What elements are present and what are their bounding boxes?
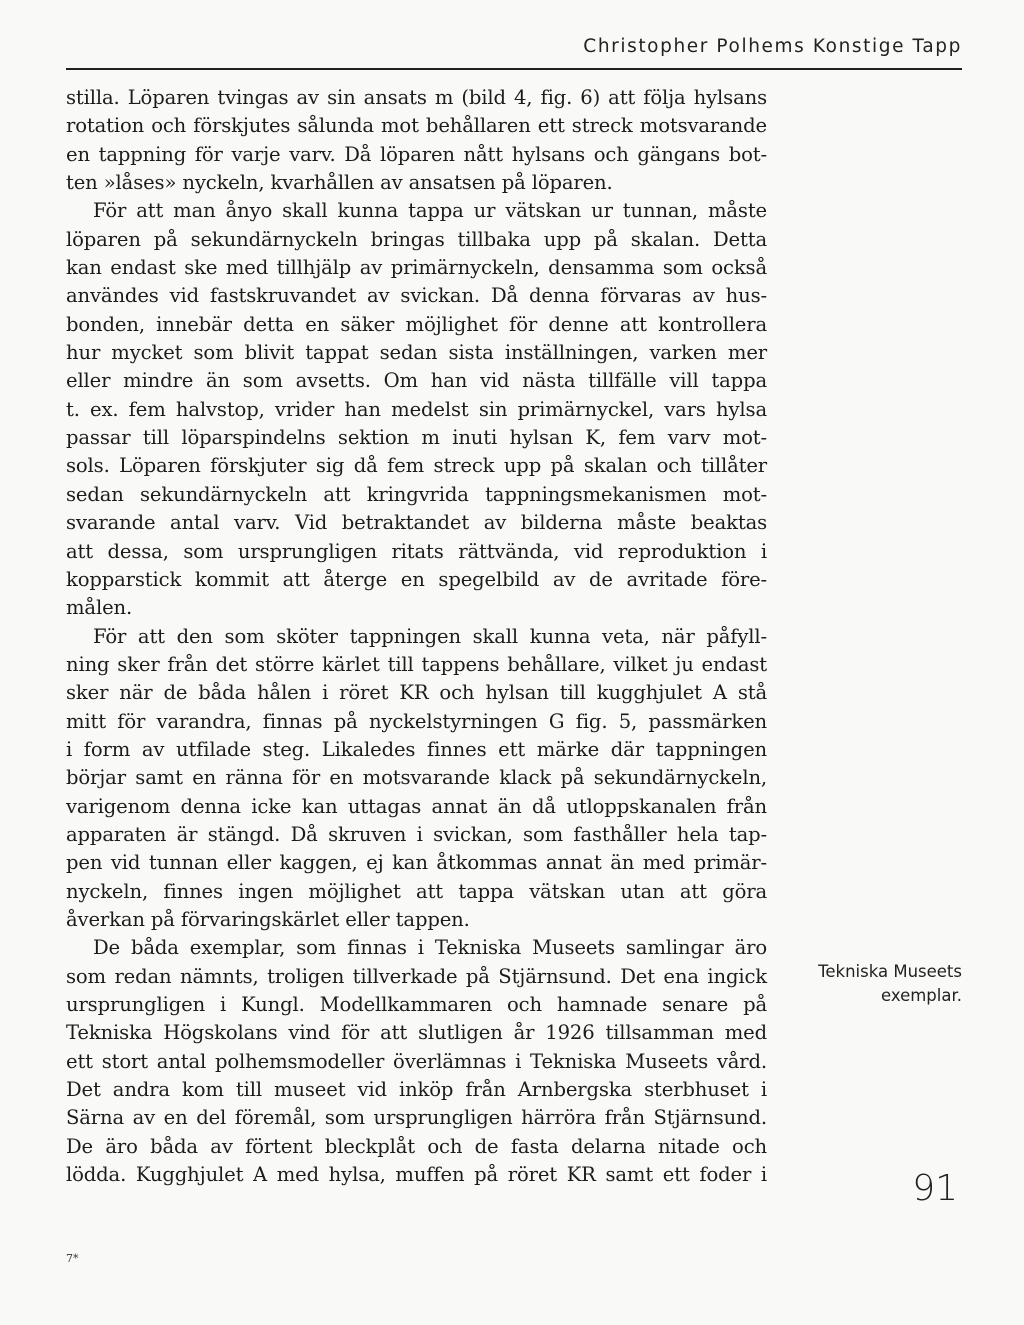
text-line: svarande antal varv. Vid betraktandet av bilderna måste beaktas (66, 511, 767, 535)
text-line: målen. (66, 596, 133, 620)
margin-note-line-2: exemplar. (880, 986, 962, 1005)
text-line: ning sker från det större kärlet till tappens behållare, vilket ju endast (66, 652, 767, 676)
text-line: De båda exemplar, som finnas i Tekniska Museets samlingar äro (93, 936, 767, 960)
text-line: eller mindre än som avsetts. Om han vid nästa tillfälle vill tappa (66, 369, 767, 393)
text-line: kan endast ske med tillhjälp av primärnyckeln, densamma som också (66, 256, 767, 280)
paragraph (66, 197, 767, 622)
paragraph (66, 934, 767, 1189)
text-line: stilla. Löparen tvingas av sin ansats m (bild 4, fig. 6) att följa hylsans (66, 86, 767, 109)
text-line: ursprungligen i Kungl. Modellkammaren och hamnade senare på (66, 993, 767, 1016)
text-line: kopparstick kommit att återge en spegelbild av de avritade före- (66, 567, 767, 591)
margin-note (762, 960, 962, 1008)
signature-mark: 7* (66, 1252, 79, 1265)
text-line: De äro båda av förtent bleckplåt och de fasta delarna nitade och (66, 1134, 767, 1158)
text-line: bonden, innebär detta en säker möjlighet för denne att kontrollera (66, 312, 767, 336)
text-line: mitt för varandra, finnas på nyckelstyrningen G fig. 5, passmärken (66, 709, 767, 733)
page-number: 91 (912, 1168, 958, 1209)
text-line: t. ex. fem halvstop, vrider han medelst sin primärnyckel, vars hylsa (66, 397, 767, 421)
text-line: hur mycket som blivit tappat sedan sista inställningen, varken mer (66, 341, 767, 365)
text-line: en tappning för varje varv. Då löparen nått hylsans och gängans bot- (66, 142, 767, 166)
text-line: löparen på sekundärnyckeln bringas tillbaka upp på skalan. Detta (66, 227, 767, 251)
text-line: användes vid fastskruvandet av svickan. Då denna förvaras av hus- (66, 284, 767, 308)
text-line: För att man ånyo skall kunna tappa ur vätskan ur tunnan, måste (93, 199, 767, 223)
paragraph (66, 84, 767, 197)
text-line: sedan sekundärnyckeln att kringvrida tappningsmekanismen mot- (66, 482, 767, 506)
text-line: sols. Löparen förskjuter sig då fem streck upp på skalan och tillåter (66, 454, 767, 478)
running-header: Christopher Polhems Konstige Tapp (583, 36, 962, 57)
text-line: varigenom denna icke kan uttagas annat än då utloppskanalen från (66, 794, 767, 818)
text-line: Särna av en del föremål, som ursprungligen härröra från Stjärnsund. (66, 1106, 767, 1130)
header-rule (66, 68, 962, 70)
text-line: börjar samt en ränna för en motsvarande klack på sekundärnyckeln, (66, 766, 767, 790)
text-line: För att den som sköter tappningen skall kunna veta, när påfyll- (93, 624, 767, 648)
paragraph (66, 623, 767, 935)
margin-note-line-1: Tekniska Museets (818, 962, 962, 981)
text-line: Tekniska Högskolans vind för att slutligen år 1926 tillsamman med (66, 1021, 767, 1045)
text-line: ett stort antal polhemsmodeller överlämnas i Tekniska Museets vård. (66, 1049, 767, 1073)
text-line: ten »låses» nyckeln, kvarhållen av ansatsen på löparen. (66, 171, 613, 195)
text-line: sker när de båda hålen i röret KR och hylsan till kugghjulet A stå (66, 681, 767, 705)
text-line: rotation och förskjutes sålunda mot behållaren ett streck motsvarande (66, 114, 767, 138)
text-line: lödda. Kugghjulet A med hylsa, muffen på röret KR samt ett foder i (66, 1163, 767, 1187)
text-line: åverkan på förvaringskärlet eller tappen. (66, 907, 470, 931)
text-line: att dessa, som ursprungligen ritats rättvända, vid reproduktion i (66, 539, 767, 563)
body-text (66, 84, 767, 1189)
text-line: nyckeln, finnes ingen möjlighet att tappa vätskan utan att göra (66, 879, 767, 903)
text-line: pen vid tunnan eller kaggen, ej kan åtkommas annat än med primär- (66, 851, 767, 875)
text-line: apparaten är stängd. Då skruven i svickan, som fasthåller hela tap- (66, 822, 767, 846)
text-line: Det andra kom till museet vid inköp från Arnbergska sterbhuset i (66, 1078, 767, 1102)
text-line: passar till löparspindelns sektion m inuti hylsan K, fem varv mot- (66, 426, 767, 450)
text-line: i form av utfilade steg. Likaledes finnes ett märke där tappningen (66, 737, 767, 761)
text-line: som redan nämnts, troligen tillverkade på Stjärnsund. Det ena ingick (66, 964, 767, 988)
